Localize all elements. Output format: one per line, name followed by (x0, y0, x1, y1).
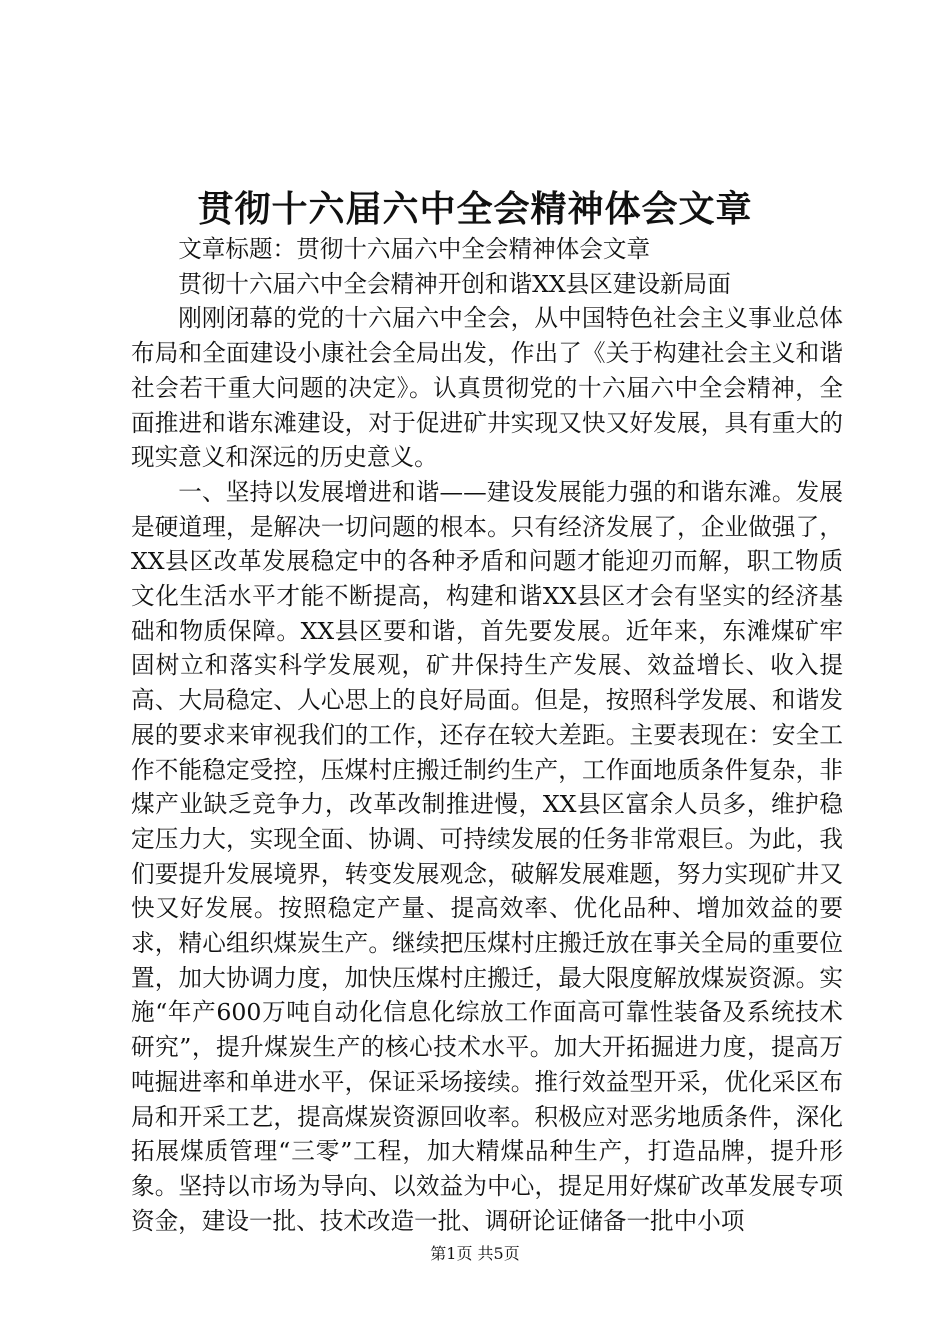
document-body (131, 232, 843, 1238)
paragraph-section-one: 一、坚持以发展增进和谐——建设发展能力强的和谐东滩。发展是硬道理，是解决一切问题的根本。只有经济发展了，企业做强了，XX县区改革发展稳定中的各种矛盾和问题才能迎刃而解，职工物质文化生活水平才能不断提高，构建和谐XX县区才会有坚实的经济基础和物质保障。XX县区要和谐，首先要发展。近年来，东滩煤矿牢固树立和落实科学发展观，矿井保持生产发展、效益增长、收入提高、大局稳定、人心思上的良好局面。但是，按照科学发展、和谐发展的要求来审视我们的工作，还存在较大差距。主要表现在：安全工作不能稳定受控，压煤村庄搬迁制约生产，工作面地质条件复杂，非煤产业缺乏竞争力，改革改制推进慢，XX县区富余人员多，维护稳定压力大，实现全面、协调、可持续发展的任务非常艰巨。为此，我们要提升发展境界，转变发展观念，破解发展难题，努力实现矿井又快又好发展。按照稳定产量、提高效率、优化品种、增加效益的要求，精心组织煤炭生产。继续把压煤村庄搬迁放在事关全局的重要位置，加大协调力度，加快压煤村庄搬迁，最大限度解放煤炭资源。实施“年产600万吨自动化信息化综放工作面高可靠性装备及系统技术研究”，提升煤炭生产的核心技术水平。加大开拓掘进力度，提高万吨掘进率和单进水平，保证采场接续。推行效益型开采，优化采区布局和开采工艺，提高煤炭资源回收率。积极应对恶劣地质条件，深化拓展煤质管理“三零”工程，加大精煤品种生产，打造品牌，提升形象。坚持以市场为导向、以效益为中心，提足用好煤矿改革发展专项资金，建设一批、技术改造一批、调研论证储备一批中小项 (131, 477, 843, 1235)
page-title: 贯彻十六届六中全会精神体会文章 (197, 188, 753, 230)
paragraph-intro: 刚刚闭幕的党的十六届六中全会，从中国特色社会主义事业总体布局和全面建设小康社会全局出发，作出了《关于构建社会主义和谐社会若干重大问题的决定》。认真贯彻党的十六届六中全会精神，全面推进和谐东滩建设，对于促进矿井实现又快又好发展，具有重大的现实意义和深远的历史意义。 (131, 304, 843, 472)
page-number-label: 第1页 共5页 (430, 1244, 520, 1263)
paragraph-subtitle-line: 贯彻十六届六中全会精神开创和谐XX县区建设新局面 (178, 269, 731, 298)
page-footer (0, 1242, 950, 1266)
paragraph-article-title-line: 文章标题：贯彻十六届六中全会精神体会文章 (178, 235, 651, 263)
